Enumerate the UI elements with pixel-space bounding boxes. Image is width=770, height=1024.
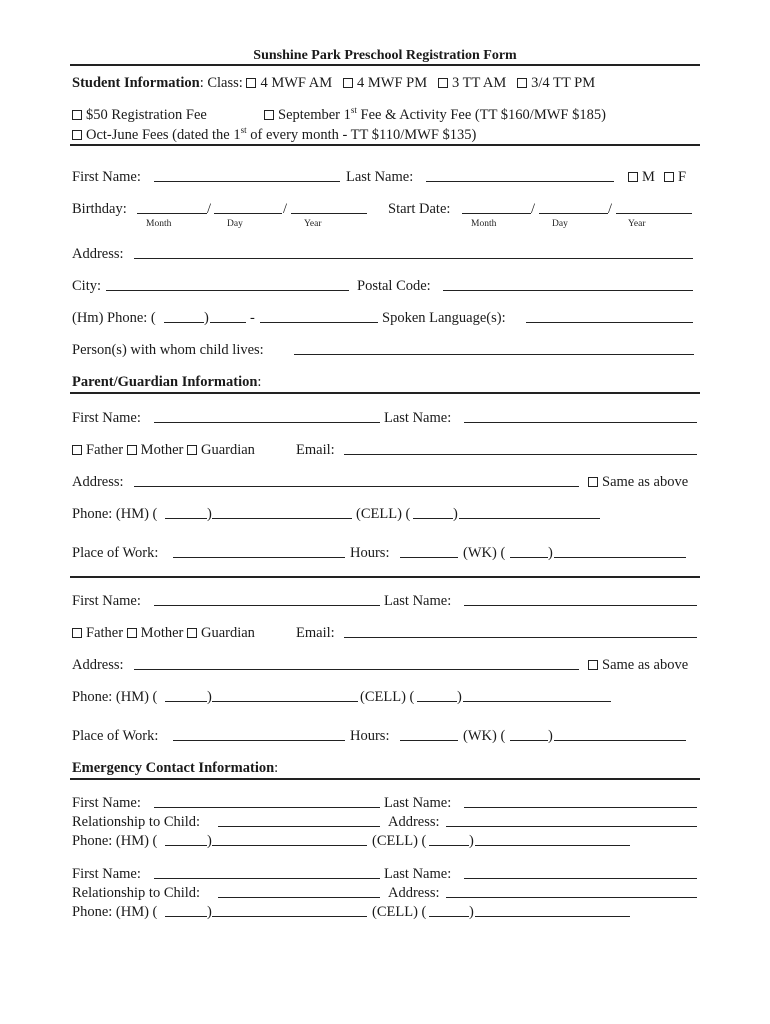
guardian2-email-field[interactable]	[344, 637, 697, 638]
birthday-year-field[interactable]	[291, 213, 367, 214]
colon: :	[199, 75, 204, 91]
guardian2-address-field[interactable]	[134, 669, 579, 670]
checkbox-icon	[72, 130, 82, 140]
emergency2-first-name-field[interactable]	[154, 878, 380, 879]
checkbox-icon	[72, 628, 82, 638]
guardian1-wk-area-field[interactable]	[510, 557, 548, 558]
emergency2-cell-area-field[interactable]	[429, 916, 469, 917]
paren-close: )	[207, 506, 212, 522]
emergency2-cell-label: (CELL) (	[372, 904, 427, 920]
checkbox-icon	[264, 110, 274, 120]
checkbox-icon	[246, 78, 256, 88]
student-first-name-label: First Name:	[72, 169, 141, 185]
emergency1-address-label: Address:	[388, 814, 440, 830]
guardian1-first-name-field[interactable]	[154, 422, 380, 423]
guardian1-hours-label: Hours:	[350, 545, 390, 561]
lives-with-label: Person(s) with whom child lives:	[72, 342, 264, 358]
guardian1-work-field[interactable]	[173, 557, 345, 558]
class-option-3[interactable]: 3 TT AM	[438, 75, 506, 91]
class-label: Class:	[207, 75, 243, 91]
fee-september[interactable]: September 1st Fee & Activity Fee (TT $160/MWF $185)	[264, 106, 606, 124]
student-last-name-field[interactable]	[426, 181, 614, 182]
emergency2-phone-number-field[interactable]	[212, 916, 367, 917]
postal-code-label: Postal Code:	[357, 278, 431, 294]
checkbox-icon	[438, 78, 448, 88]
guardian2-wk-area-field[interactable]	[510, 740, 548, 741]
divider	[70, 778, 700, 780]
guardian1-cell-label: (CELL) (	[356, 506, 411, 522]
class-option-1[interactable]: 4 MWF AM	[246, 75, 332, 91]
emergency2-last-name-label: Last Name:	[384, 866, 452, 882]
start-month-field[interactable]	[462, 213, 531, 214]
guardian1-first-name-label: First Name:	[72, 410, 141, 426]
gender-f[interactable]: F	[664, 168, 686, 186]
guardian1-guardian-option[interactable]: Guardian	[187, 442, 255, 458]
emergency1-first-name-label: First Name:	[72, 795, 141, 811]
languages-label: Spoken Language(s):	[382, 310, 506, 326]
gender-m[interactable]: M	[628, 168, 655, 186]
start-date-label: Start Date:	[388, 201, 451, 217]
guardian1-cell-area-field[interactable]	[413, 518, 453, 519]
checkbox-icon	[187, 445, 197, 455]
paren-close: )	[457, 689, 462, 705]
paren-close: )	[469, 833, 474, 849]
guardian2-last-name-field[interactable]	[464, 605, 697, 606]
checkbox-icon	[72, 445, 82, 455]
start-day-field[interactable]	[539, 213, 608, 214]
guardian2-address-label: Address:	[72, 657, 124, 673]
guardian2-work-field[interactable]	[173, 740, 345, 741]
guardian1-wk-label: (WK) (	[463, 545, 506, 561]
postal-code-field[interactable]	[443, 290, 693, 291]
home-phone-number-field[interactable]	[260, 322, 378, 323]
emergency1-relationship-label: Relationship to Child:	[72, 814, 201, 830]
emergency1-phone-label: Phone: (HM) (	[72, 833, 158, 849]
day-hint: Day	[227, 219, 243, 229]
fee-monthly[interactable]: Oct-June Fees (dated the 1st of every month - TT $110/MWF $135)	[72, 126, 476, 144]
emergency1-cell-area-field[interactable]	[429, 845, 469, 846]
guardian2-cell-number-field[interactable]	[463, 701, 611, 702]
student-last-name-label: Last Name:	[346, 169, 414, 185]
emergency2-phone-area-field[interactable]	[165, 916, 207, 917]
city-field[interactable]	[106, 290, 349, 291]
guardian1-phone-area-field[interactable]	[165, 518, 207, 519]
slash: /	[207, 201, 212, 217]
guardian2-phone-number-field[interactable]	[212, 701, 358, 702]
guardian1-last-name-field[interactable]	[464, 422, 697, 423]
paren-close: )	[453, 506, 458, 522]
guardian1-hours-field[interactable]	[400, 557, 458, 558]
guardian1-work-label: Place of Work:	[72, 545, 159, 561]
emergency1-last-name-field[interactable]	[464, 807, 697, 808]
languages-field[interactable]	[526, 322, 693, 323]
emergency2-address-label: Address:	[388, 885, 440, 901]
guardian1-last-name-label: Last Name:	[384, 410, 452, 426]
home-phone-area-field[interactable]	[164, 322, 204, 323]
guardian1-phone-number-field[interactable]	[212, 518, 352, 519]
guardian2-mother-option[interactable]: Mother	[127, 625, 184, 641]
guardian2-first-name-field[interactable]	[154, 605, 380, 606]
year-hint: Year	[628, 219, 646, 229]
emergency2-phone-label: Phone: (HM) (	[72, 904, 158, 920]
emergency2-cell-number-field[interactable]	[475, 916, 630, 917]
checkbox-icon	[127, 628, 137, 638]
emergency1-cell-number-field[interactable]	[475, 845, 630, 846]
divider	[70, 576, 700, 578]
emergency2-last-name-field[interactable]	[464, 878, 697, 879]
paren-close: )	[207, 904, 212, 920]
checkbox-icon	[127, 445, 137, 455]
guardian2-guardian-option[interactable]: Guardian	[187, 625, 255, 641]
home-phone-label: (Hm) Phone: (	[72, 310, 156, 326]
emergency1-phone-number-field[interactable]	[212, 845, 367, 846]
year-hint: Year	[304, 219, 322, 229]
class-option-2[interactable]: 4 MWF PM	[343, 75, 427, 91]
emergency2-relationship-field[interactable]	[218, 897, 380, 898]
guardian1-mother-option[interactable]: Mother	[127, 442, 184, 458]
guardian2-phone-label: Phone: (HM) (	[72, 689, 158, 705]
guardian1-address-field[interactable]	[134, 486, 579, 487]
student-first-name-field[interactable]	[154, 181, 340, 182]
guardian2-first-name-label: First Name:	[72, 593, 141, 609]
guardian1-phone-label: Phone: (HM) (	[72, 506, 158, 522]
paren-close: )	[207, 833, 212, 849]
form-title: Sunshine Park Preschool Registration Form	[253, 48, 517, 63]
checkbox-icon	[628, 172, 638, 182]
emergency2-first-name-label: First Name:	[72, 866, 141, 882]
day-hint: Day	[552, 219, 568, 229]
guardian2-wk-label: (WK) (	[463, 728, 506, 744]
checkbox-icon	[588, 660, 598, 670]
lives-with-field[interactable]	[294, 354, 694, 355]
checkbox-icon	[588, 477, 598, 487]
checkbox-icon	[517, 78, 527, 88]
guardian2-cell-area-field[interactable]	[417, 701, 457, 702]
emergency1-address-field[interactable]	[446, 826, 697, 827]
student-address-label: Address:	[72, 246, 124, 262]
guardian2-hours-field[interactable]	[400, 740, 458, 741]
guardian2-phone-area-field[interactable]	[165, 701, 207, 702]
fee-registration[interactable]: $50 Registration Fee	[72, 106, 207, 124]
paren-close: )	[207, 689, 212, 705]
slash: /	[608, 201, 613, 217]
student-address-field[interactable]	[134, 258, 693, 259]
student-info-row	[72, 74, 595, 92]
month-hint: Month	[471, 219, 497, 229]
student-heading: Student Information	[72, 75, 200, 91]
guardian1-email-field[interactable]	[344, 454, 697, 455]
checkbox-icon	[187, 628, 197, 638]
guardian2-hours-label: Hours:	[350, 728, 390, 744]
guardian2-same-as-above[interactable]: Same as above	[588, 656, 688, 674]
paren-close: )	[204, 310, 209, 326]
birthday-label: Birthday:	[72, 201, 127, 217]
month-hint: Month	[146, 219, 172, 229]
checkbox-icon	[72, 110, 82, 120]
guardian2-work-label: Place of Work:	[72, 728, 159, 744]
divider	[70, 144, 700, 146]
paren-close: )	[548, 545, 553, 561]
divider	[70, 64, 700, 66]
guardian1-wk-number-field[interactable]	[554, 557, 686, 558]
emergency1-relationship-field[interactable]	[218, 826, 380, 827]
divider	[70, 392, 700, 394]
guardian1-address-label: Address:	[72, 474, 124, 490]
guardian2-last-name-label: Last Name:	[384, 593, 452, 609]
checkbox-icon	[664, 172, 674, 182]
city-label: City:	[72, 278, 102, 294]
guardian1-relation-options	[72, 441, 255, 459]
emergency-heading: Emergency Contact Information:	[72, 760, 279, 776]
guardian1-father-option[interactable]: Father	[72, 442, 123, 458]
guardian2-relation-options	[72, 624, 255, 642]
emergency2-relationship-label: Relationship to Child:	[72, 885, 201, 901]
emergency1-first-name-field[interactable]	[154, 807, 380, 808]
guardian2-father-option[interactable]: Father	[72, 625, 123, 641]
birthday-day-field[interactable]	[214, 213, 282, 214]
guardian1-cell-number-field[interactable]	[459, 518, 600, 519]
slash: /	[531, 201, 536, 217]
class-option-4[interactable]: 3/4 TT PM	[517, 75, 595, 91]
paren-close: )	[469, 904, 474, 920]
slash: /	[283, 201, 288, 217]
guardian1-same-as-above[interactable]: Same as above	[588, 473, 688, 491]
home-phone-prefix-field[interactable]	[210, 322, 246, 323]
emergency1-phone-area-field[interactable]	[165, 845, 207, 846]
checkbox-icon	[343, 78, 353, 88]
guardian1-email-label: Email:	[296, 442, 335, 458]
paren-close: )	[548, 728, 553, 744]
guardian-heading: Parent/Guardian Information:	[72, 374, 262, 390]
guardian2-email-label: Email:	[296, 625, 335, 641]
emergency2-address-field[interactable]	[446, 897, 697, 898]
birthday-month-field[interactable]	[137, 213, 207, 214]
phone-dash: -	[250, 310, 255, 326]
emergency1-cell-label: (CELL) (	[372, 833, 427, 849]
guardian2-cell-label: (CELL) (	[360, 689, 415, 705]
guardian2-wk-number-field[interactable]	[554, 740, 686, 741]
start-year-field[interactable]	[616, 213, 692, 214]
emergency1-last-name-label: Last Name:	[384, 795, 452, 811]
